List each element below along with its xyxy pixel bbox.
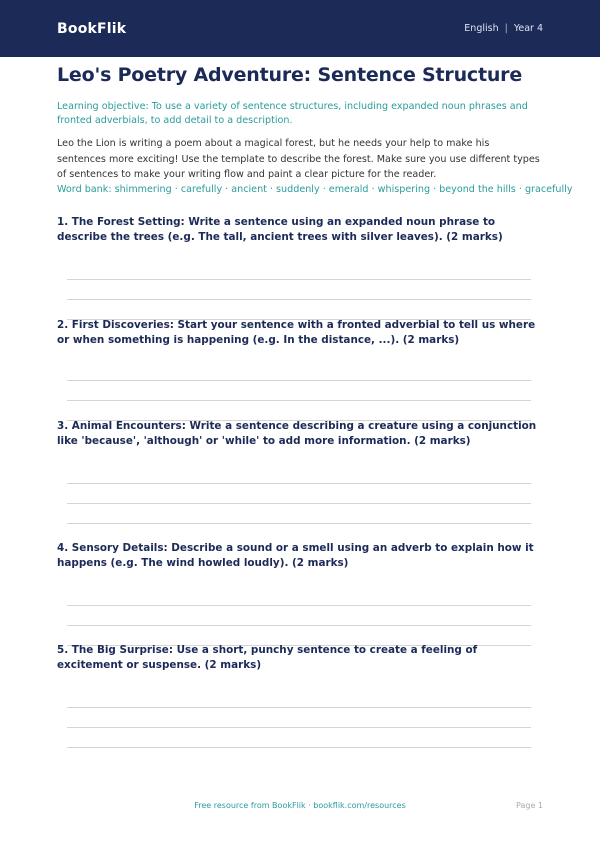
intro-text: Leo the Lion is writing a poem about a magical forest, but he needs your help to make his sentences more exciting! Use the template to describe the forest. Make sure you use different types of sentences to make your writing flow and paint a clear picture for the reader. [57, 138, 540, 180]
footer [0, 801, 600, 815]
answer-line[interactable] [67, 747, 531, 748]
answer-line[interactable] [67, 279, 531, 280]
answer-line[interactable] [67, 605, 531, 606]
header-meta [464, 23, 543, 34]
brand-logo[interactable]: BookFlik [57, 20, 127, 37]
answer-line[interactable] [67, 503, 531, 504]
answer-line[interactable] [67, 523, 531, 524]
learning-objective: Learning objective: To use a variety of sentence structures, including expanded noun phrases and fronted adverbials, to add detail to a description. [57, 101, 528, 126]
question-3: 3. Animal Encounters: Write a sentence describing a creature using a conjunction like 'because', 'although' or 'while' to add more information. (2 marks) [57, 420, 537, 447]
meta-separator: | [504, 23, 508, 34]
question-5: 5. The Big Surprise: Use a short, punchy sentence to create a feeling of excitement or suspense. (2 marks) [57, 644, 478, 671]
answer-line[interactable] [67, 483, 531, 484]
page-number: Page 1 [516, 801, 543, 810]
answer-line[interactable] [67, 299, 531, 300]
subject-label: English [464, 23, 499, 34]
answer-line[interactable] [67, 380, 531, 381]
header-bar [0, 0, 600, 57]
year-label: Year 4 [513, 23, 543, 34]
answer-line[interactable] [67, 400, 531, 401]
footer-link[interactable]: Free resource from BookFlik · bookflik.com/resources [194, 801, 406, 810]
question-4: 4. Sensory Details: Describe a sound or a smell using an adverb to explain how it happens (e.g. The wind howled loudly). (2 marks) [57, 542, 534, 569]
word-bank: Word bank: shimmering · carefully · ancient · suddenly · emerald · whispering · beyond the hills · gracefully [57, 184, 573, 195]
answer-line[interactable] [67, 625, 531, 626]
question-1: 1. The Forest Setting: Write a sentence using an expanded noun phrase to describe the trees (e.g. The tall, ancient trees with silver leaves). (2 marks) [57, 216, 503, 243]
question-2: 2. First Discoveries: Start your sentence with a fronted adverbial to tell us where or when something is happening (e.g. In the distance, ...). (2 marks) [57, 319, 536, 346]
answer-line[interactable] [67, 727, 531, 728]
answer-line[interactable] [67, 707, 531, 708]
page-title: Leo's Poetry Adventure: Sentence Structure [57, 64, 523, 86]
